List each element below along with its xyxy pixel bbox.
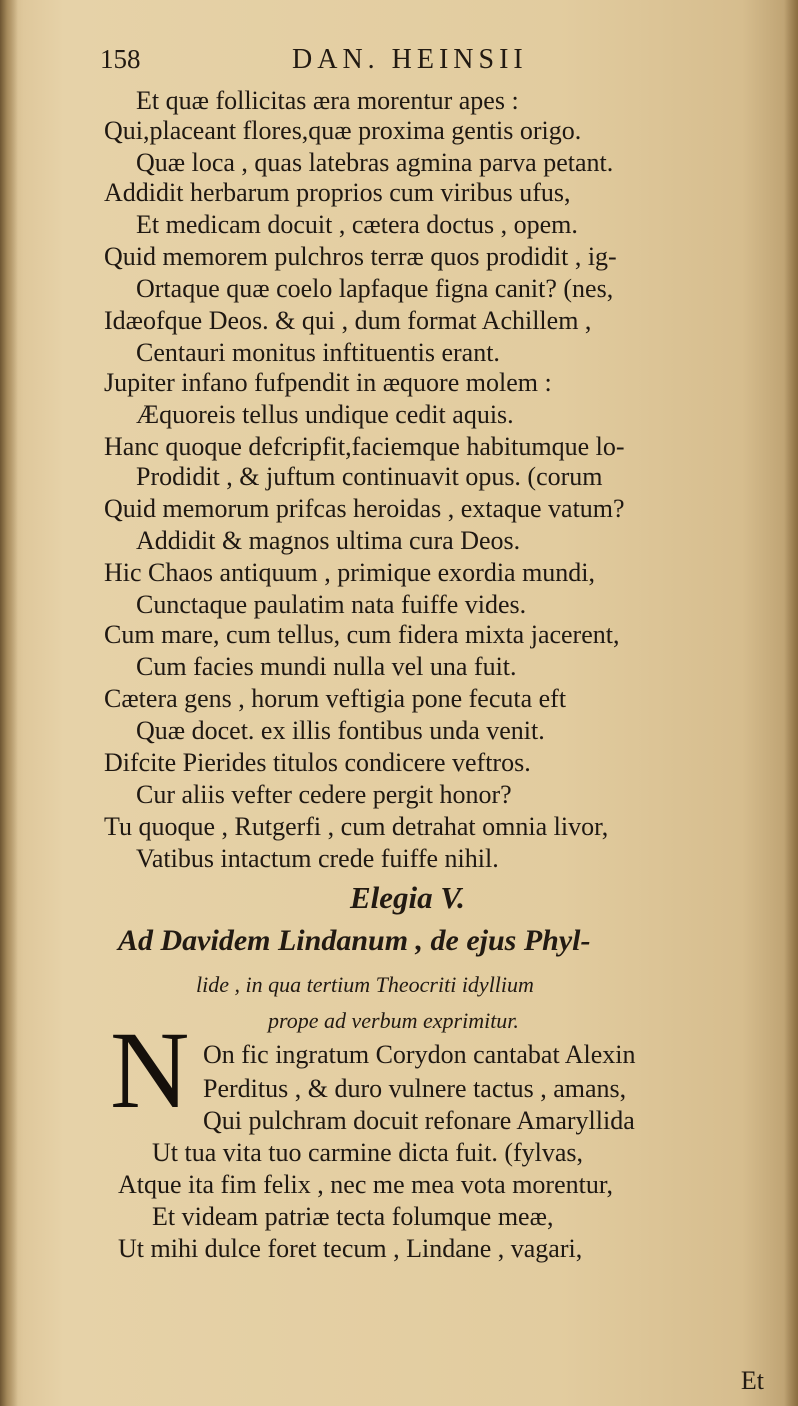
verse-line: Et quæ follicitas æra morentur apes : [136,86,519,115]
verse-line: Cum facies mundi nulla vel una fuit. [136,652,517,681]
verse-line: Perditus , & duro vulnere tactus , amans, [203,1074,627,1103]
verse-line: Cum mare, cum tellus, cum fidera mixta jacerent, [104,620,620,649]
verse-line: Ut mihi dulce foret tecum , Lindane , vagari, [118,1234,583,1263]
subheading-line: Ad Davidem Lindanum , de ejus Phyl- [118,924,591,957]
verse-line: Et videam patriæ tecta folumque meæ, [152,1202,554,1231]
verse-line: Ut tua vita tuo carmine dicta fuit. (fylvas, [152,1138,584,1167]
verse-line: Qui,placeant flores,quæ proxima gentis origo. [104,116,582,145]
verse-line: Quæ docet. ex illis fontibus unda venit. [136,716,545,745]
elegy-heading: Elegia V. [350,880,465,915]
verse-line: Centauri monitus inftituentis erant. [136,338,500,367]
verse-line: Addidit herbarum proprios cum viribus ufus, [104,178,571,207]
verse-line: Prodidit , & juftum continuavit opus. (corum [136,462,603,491]
verse-line: Cætera gens , horum veftigia pone fecuta eft [104,684,567,713]
verse-line: Difcite Pierides titulos condicere veftros. [104,748,531,777]
verse-line: Hic Chaos antiquum , primique exordia mundi, [104,558,596,587]
page-gutter-shadow [0,0,18,1406]
verse-line: Quid memorum prifcas heroidas , extaque vatum? [104,494,625,523]
verse-line: Idæofque Deos. & qui , dum format Achillem , [104,306,592,335]
catchword: Et [740,1366,764,1395]
subheading-line: lide , in qua tertium Theocriti idyllium [196,972,534,997]
running-head: DAN. HEINSII [292,44,528,75]
page-number: 158 [100,44,141,74]
verse-line: On fic ingratum Corydon cantabat Alexin [203,1040,636,1069]
page-edge-shadow [784,0,798,1406]
verse-line: Et medicam docuit , cætera doctus , opem. [136,210,578,239]
verse-line: Addidit & magnos ultima cura Deos. [136,526,521,555]
verse-line: Quid memorem pulchros terræ quos prodidit , ig- [104,242,617,271]
page-header [100,44,780,84]
drop-cap-initial: N [110,1009,190,1131]
verse-line: Cunctaque paulatim nata fuiffe vides. [136,590,527,619]
subheading-line: prope ad verbum exprimitur. [268,1008,519,1033]
verse-line: Cur aliis vefter cedere pergit honor? [136,780,512,809]
verse-line: Ortaque quæ coelo lapfaque figna canit? (nes, [136,274,614,303]
verse-line: Quæ loca , quas latebras agmina parva petant. [136,148,614,177]
verse-line: Æquoreis tellus undique cedit aquis. [136,400,514,429]
verse-line: Hanc quoque defcripfit,faciemque habitumque lo- [104,432,625,461]
verse-line: Vatibus intactum crede fuiffe nihil. [136,844,499,873]
verse-line: Tu quoque , Rutgerfi , cum detrahat omnia livor, [104,812,609,841]
verse-line: Atque ita fim felix , nec me mea vota morentur, [118,1170,613,1199]
verse-line: Jupiter infano fufpendit in æquore molem : [104,368,552,397]
verse-line: Qui pulchram docuit refonare Amaryllida [203,1106,635,1135]
